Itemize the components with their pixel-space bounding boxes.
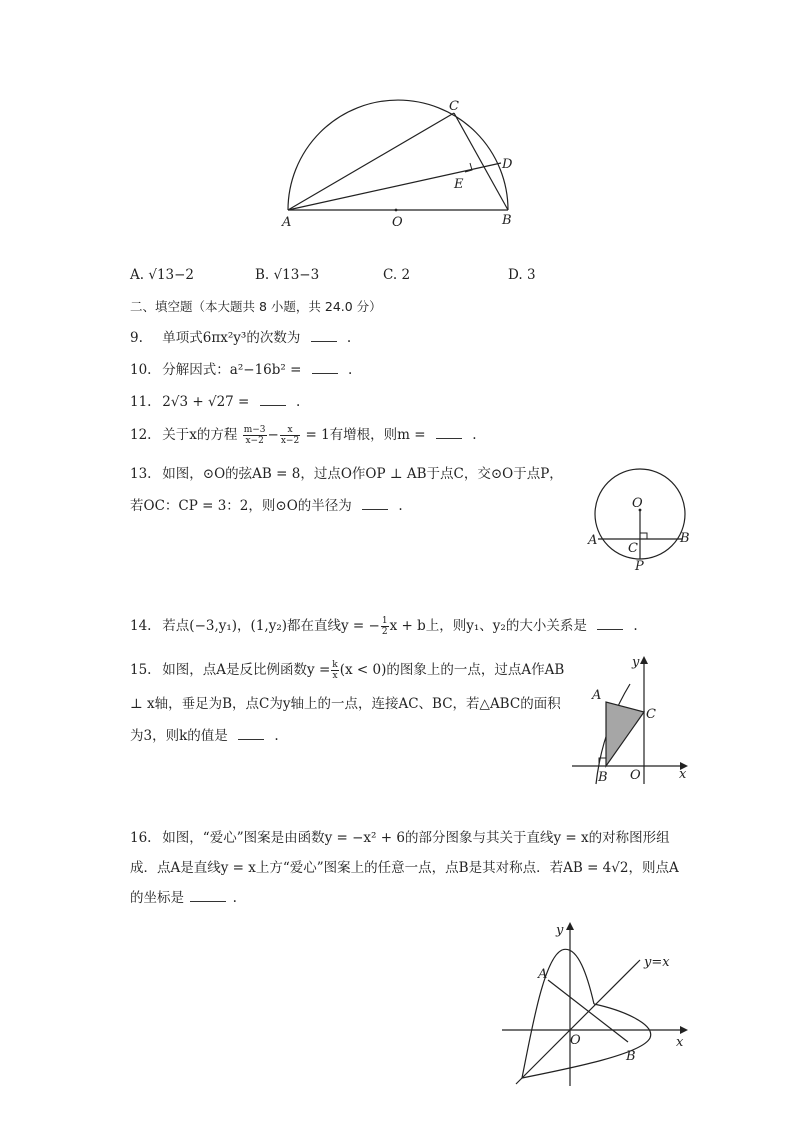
question-15-line-2 <box>130 695 561 713</box>
chord-ac <box>288 113 454 210</box>
figure-13-circle <box>584 462 700 576</box>
choice-value: √13−2 <box>148 267 195 283</box>
question-text: 2√3 + √27 = <box>162 394 250 410</box>
figure-semicircle <box>270 90 530 235</box>
question-number: 11. <box>130 394 152 410</box>
label-c: C <box>646 707 656 722</box>
fraction-denominator: x <box>332 671 338 681</box>
choice-letter: B. <box>255 267 270 283</box>
fraction-2 <box>280 425 300 446</box>
question-9 <box>130 329 351 347</box>
question-end: . <box>295 394 301 410</box>
right-angle-mark <box>640 533 647 539</box>
choice-b[interactable] <box>255 267 319 283</box>
choice-a[interactable] <box>130 267 194 283</box>
label-c: C <box>449 99 459 114</box>
question-text: 成．点A是直线y = x上方“爱心”图案上的任意一点，点B是其对称点．若AB = 4√2，则点A <box>130 860 679 876</box>
choice-value: 2 <box>401 267 411 283</box>
question-16-line-1 <box>130 829 670 847</box>
triangle-abc <box>606 702 644 766</box>
answer-blank[interactable] <box>436 438 462 439</box>
question-number: 16. <box>130 830 152 846</box>
label-b: B <box>598 770 608 785</box>
question-12: 12. 关于x的方程 $\frac{m-3}{x-2}$ − $\frac{x}{x-2}$ = 1有增根，则m = . <box>130 425 477 446</box>
label-o: O <box>570 1033 581 1048</box>
label-d: D <box>502 157 513 172</box>
question-text: 若OC：CP = 3：2，则⊙O的半径为 <box>130 498 352 514</box>
choice-letter: D. <box>508 267 523 283</box>
answer-blank[interactable] <box>597 629 623 630</box>
question-end: . <box>633 618 638 634</box>
question-text: 的坐标是 <box>130 890 184 906</box>
answer-blank[interactable] <box>311 341 337 342</box>
label-a: A <box>282 215 292 230</box>
label-b: B <box>502 213 512 228</box>
label-b: B <box>626 1049 636 1064</box>
chord-ad <box>288 163 501 210</box>
fraction-1 <box>243 425 267 446</box>
section-title: 二、填空题（本大题共 8 小题，共 24.0 分） <box>130 299 382 314</box>
choice-d[interactable] <box>508 267 536 283</box>
question-end: . <box>398 498 403 514</box>
segment-ab <box>548 980 628 1042</box>
label-o: O <box>392 215 403 230</box>
fraction-numerator: k <box>332 660 338 670</box>
fraction-numerator: m−3 <box>243 425 266 435</box>
question-14 <box>130 616 638 637</box>
y-axis-arrow <box>640 656 648 664</box>
choice-letter: A. <box>130 267 145 283</box>
choice-value: √13−3 <box>273 267 320 283</box>
question-end: . <box>348 362 353 378</box>
fraction-numerator: 1 <box>381 616 388 626</box>
label-a: A <box>588 533 598 548</box>
label-a: A <box>592 688 602 703</box>
answer-blank[interactable] <box>190 901 226 902</box>
label-x: x <box>679 767 687 782</box>
question-text-post: x + b上，则y₁、y₂的大小关系是 <box>389 618 587 634</box>
question-text-post: (x < 0)的图象上的一点，过点A作AB <box>339 662 565 678</box>
question-number: 12. <box>130 427 152 443</box>
label-x: x <box>676 1035 684 1050</box>
question-number: 15. <box>130 662 152 678</box>
question-number: 13. <box>130 466 152 482</box>
fraction-denominator: 2 <box>381 627 388 637</box>
question-text: 单项式6πx²y³的次数为 <box>162 330 301 346</box>
question-number: 14. <box>130 618 152 634</box>
x-axis-arrow <box>680 1026 688 1034</box>
reflected-curve <box>522 1004 651 1078</box>
label-y-equals-x: y=x <box>644 955 670 970</box>
fraction <box>381 616 389 637</box>
label-p: P <box>635 559 644 574</box>
question-13-line-1 <box>130 465 563 483</box>
question-text-pre: 若点(−3,y₁)，(1,y₂)都在直线y = − <box>162 618 380 634</box>
question-end: . <box>232 890 237 906</box>
question-13-line-2 <box>130 497 403 515</box>
label-o: O <box>632 496 643 511</box>
figure-15-graph <box>568 650 694 788</box>
answer-blank[interactable] <box>238 739 264 740</box>
label-y: y <box>556 923 564 938</box>
y-axis-arrow <box>566 922 574 930</box>
question-text: 为3，则k的值是 <box>130 728 228 744</box>
answer-blank[interactable] <box>312 373 338 374</box>
answer-blank[interactable] <box>362 509 388 510</box>
figure-16-heart <box>498 918 694 1090</box>
question-text: 如图，⊙O的弦AB = 8，过点O作OP ⊥ AB于点C，交⊙O于点P， <box>162 466 563 482</box>
line-y-equals-x <box>516 960 640 1084</box>
question-text: ⊥ x轴，垂足为B，点C为y轴上的一点，连接AC、BC，若△ABC的面积 <box>130 696 561 712</box>
choice-c[interactable] <box>383 267 410 283</box>
center-dot <box>395 209 398 212</box>
answer-blank[interactable] <box>260 405 286 406</box>
question-text: 如图，“爱心”图案是由函数y = −x² + 6的部分图象与其关于直线y = x的对称图形组 <box>162 830 670 846</box>
parabola-curve <box>522 949 594 1078</box>
label-e: E <box>454 177 464 192</box>
question-end: . <box>346 330 352 346</box>
question-text-pre: 如图，点A是反比例函数y = <box>162 662 331 678</box>
choice-letter: C. <box>383 267 398 283</box>
question-15-line-1 <box>130 660 564 681</box>
question-16-line-3 <box>130 889 237 907</box>
question-end: . <box>472 427 477 443</box>
question-text-post: = 1有增根，则m = <box>305 427 426 443</box>
question-text: 分解因式：a²−16b² = <box>162 362 302 378</box>
label-b: B <box>680 531 690 546</box>
question-text-pre: 关于x的方程 <box>162 427 238 443</box>
choice-value: 3 <box>526 267 536 283</box>
question-15-line-3 <box>130 727 279 745</box>
question-16-line-2 <box>130 859 679 877</box>
semicircle-arc <box>288 100 508 210</box>
fraction-denominator: x−2 <box>245 436 264 446</box>
question-end: . <box>274 728 279 744</box>
fraction <box>331 660 338 681</box>
question-number: 9. <box>130 330 143 346</box>
label-y: y <box>632 655 640 670</box>
label-c: C <box>628 541 638 556</box>
fraction-numerator: x <box>280 425 300 436</box>
chord-cb <box>454 113 508 210</box>
question-11 <box>130 393 300 411</box>
fraction-denominator: x−2 <box>280 436 300 446</box>
label-a: A <box>538 967 548 982</box>
question-number: 10. <box>130 362 152 378</box>
label-o: O <box>630 768 641 783</box>
question-10 <box>130 361 352 379</box>
